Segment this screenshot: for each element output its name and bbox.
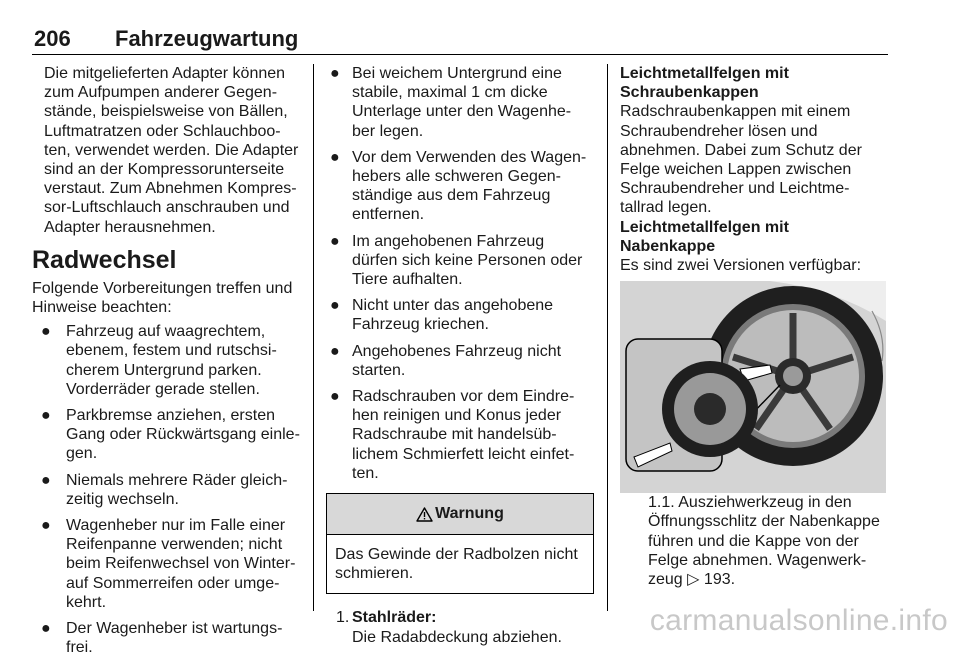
page-reference-arrow-icon: ▷ — [687, 571, 700, 589]
page-number: 206 — [34, 26, 71, 51]
column-middle — [326, 64, 592, 654]
list-item: ● Fahrzeug auf waagrechtem, ebenem, festem und rutschsi- cherem Untergrund parken. Vorderräder gerade stellen. — [41, 323, 277, 398]
paragraph-hub-cap: Es sind zwei Versionen verfügbar: — [620, 257, 862, 275]
list-item: ● Niemals mehrere Räder gleich- zeitig wechseln. — [41, 471, 288, 508]
column-divider — [313, 64, 314, 611]
bullet-icon: ● — [330, 148, 340, 166]
step-text: Die Radabdeckung abziehen. — [352, 628, 562, 646]
hub-cap-removal-illustration — [620, 281, 886, 493]
bullet-icon: ● — [41, 407, 51, 425]
list-item: ● Im angehobenen Fahrzeug dürfen sich keine Personen oder Tiere aufhalten. — [330, 232, 583, 289]
bullet-icon: ● — [330, 232, 340, 250]
column-divider — [607, 64, 608, 611]
column-left — [32, 64, 300, 664]
list-item: ● Angehobenes Fahrzeug nicht starten. — [330, 342, 562, 379]
bullet-icon: ● — [330, 388, 340, 406]
list-item: ● Der Wagenheber ist wartungs- frei. — [41, 620, 283, 657]
intro-paragraph: Die mitgelieferten Adapter können zum Aufpumpen anderer Gegen- stände, beispielsweise von Bällen, Luftmatratzen oder Schlauchboo- ten, verwendet werden. Die Adapter sind an der Kompressorunterseite verstaut. Zum Abnehmen Kompres- sor-Luftschlauch anschrauben und Adapter herausnehmen. — [44, 65, 299, 236]
section-heading: Radwechsel — [32, 245, 177, 274]
page-reference[interactable]: 193. — [703, 571, 736, 589]
figure-caption: 1.1. Ausziehwerkzeug in den Öffnungsschlitz der Nabenkappe führen und die Kappe von der Felge abnehmen. Wagenwerk- zeug ▷ 193. — [648, 494, 880, 589]
list-item: ● Vor dem Verwenden des Wagen- hebers alle schweren Gegen- ständige aus dem Fahrzeug entfernen. — [330, 148, 587, 224]
step-item — [326, 608, 592, 646]
step-title: Stahlräder: — [352, 609, 437, 627]
bullet-icon: ● — [330, 65, 340, 82]
bullet-icon: ● — [41, 471, 51, 489]
warning-header — [327, 494, 593, 535]
bullet-icon: ● — [41, 323, 51, 341]
warning-box — [326, 493, 594, 594]
warning-text: Das Gewinde der Radbolzen nicht schmieren. — [335, 546, 578, 583]
wheel-illustration — [620, 281, 886, 493]
step-list — [326, 608, 592, 646]
column-right — [620, 64, 888, 589]
bullet-icon: ● — [330, 342, 340, 360]
bullet-icon: ● — [41, 620, 51, 638]
subheading-hub-cap: Leichtmetallfelgen mit Nabenkappe — [620, 218, 789, 255]
step-number: 1. — [336, 609, 350, 627]
preparation-list — [32, 322, 300, 657]
page-title: Fahrzeugwartung — [115, 26, 299, 51]
list-item: ● Parkbremse anziehen, ersten Gang oder Rückwärtsgang einle- gen. — [41, 407, 300, 463]
list-item: ● Bei weichem Untergrund eine stabile, maximal 1 cm dicke Unterlage unter den Wagenhe- ber legen. — [330, 65, 572, 140]
list-item: ● Wagenheber nur im Falle einer Reifenpanne verwenden; nicht beim Reifenwechsel von Winter- auf Sommerreifen oder umge- kehrt. — [41, 517, 296, 611]
bullet-icon: ● — [330, 297, 340, 315]
bullet-icon: ● — [41, 517, 51, 535]
subheading-screw-caps: Leichtmetallfelgen mit Schraubenkappen — [620, 65, 789, 102]
watermark: carmanualsonline.info — [649, 604, 948, 637]
warning-title: Warnung — [435, 505, 504, 523]
safety-list — [326, 64, 592, 483]
warning-triangle-icon — [416, 507, 433, 522]
paragraph-screw-caps: Radschraubenkappen mit einem Schraubendreher lösen und abnehmen. Dabei zum Schutz der Felge weichen Lappen zwischen Schraubendreher und Leichtme- tallrad legen. — [620, 103, 862, 217]
list-item: ● Nicht unter das angehobene Fahrzeug kriechen. — [330, 297, 554, 334]
list-item: ● Radschrauben vor dem Eindre- hen reinigen und Konus jeder Radschraube mit handelsüb- lichem Schmierfett leicht einfet- ten. — [330, 388, 575, 482]
page-header — [32, 20, 888, 55]
lead-paragraph: Folgende Vorbereitungen treffen und Hinweise beachten: — [32, 279, 293, 317]
